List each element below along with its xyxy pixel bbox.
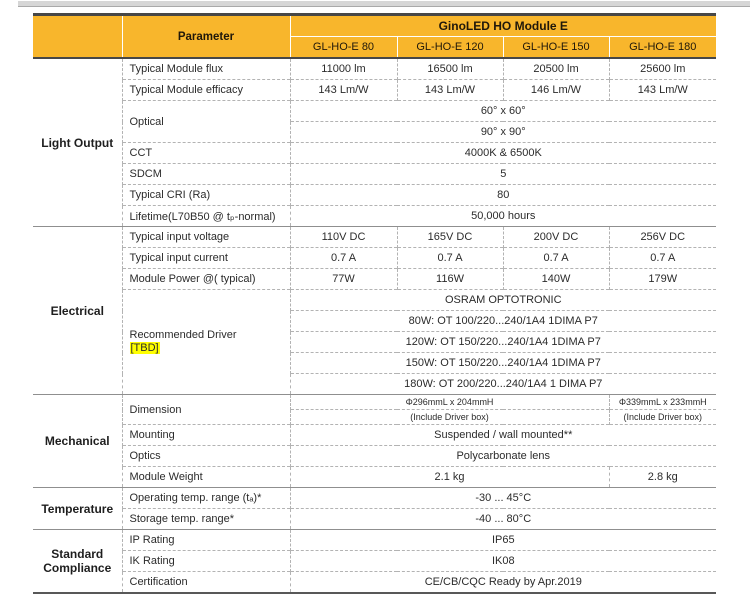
row-cri	[33, 185, 716, 206]
spec-value: 80	[290, 185, 716, 206]
param-label: Typical input current	[122, 248, 290, 269]
spec-value: 60° x 60°	[290, 101, 716, 122]
spec-table	[33, 13, 716, 594]
spec-value: 2.8 kg	[609, 467, 716, 488]
page-top-divider	[18, 1, 750, 7]
param-label: Typical Module flux	[122, 58, 290, 80]
spec-value: 25600 lm	[609, 58, 716, 80]
row-dimension-size	[33, 395, 716, 410]
spec-value: 120W: OT 150/220...240/1A4 1DIMA P7	[290, 332, 716, 353]
row-ik-rating	[33, 551, 716, 572]
spec-value: 80W: OT 100/220...240/1A4 1DIMA P7	[290, 311, 716, 332]
row-current	[33, 248, 716, 269]
spec-value: Suspended / wall mounted**	[290, 425, 716, 446]
spec-value: 0.7 A	[397, 248, 503, 269]
row-cct	[33, 143, 716, 164]
spec-value: 50,000 hours	[290, 206, 716, 227]
group-label-electrical: Electrical	[33, 227, 122, 395]
spec-value: 11000 lm	[290, 58, 397, 80]
param-label: Module Weight	[122, 467, 290, 488]
driver-tbd-line	[130, 342, 290, 355]
product-title: GinoLED HO Module E	[290, 15, 716, 37]
row-storage-temp	[33, 509, 716, 530]
model-header-150: GL-HO-E 150	[503, 37, 609, 59]
spec-value: 110V DC	[290, 227, 397, 248]
spec-value: -30 ... 45°C	[290, 488, 716, 509]
param-label: Module Power @( typical)	[122, 269, 290, 290]
spec-value: 150W: OT 150/220...240/1A4 1DIMA P7	[290, 353, 716, 374]
model-header-180: GL-HO-E 180	[609, 37, 716, 59]
param-label: Mounting	[122, 425, 290, 446]
spec-value: 200V DC	[503, 227, 609, 248]
model-header-80: GL-HO-E 80	[290, 37, 397, 59]
spec-value: 2.1 kg	[290, 467, 609, 488]
param-label: Operating temp. range (tₐ)*	[122, 488, 290, 509]
param-label: Typical Module efficacy	[122, 80, 290, 101]
spec-sheet	[33, 13, 716, 594]
spec-value: 4000K & 6500K	[290, 143, 716, 164]
spec-value: Φ296mmL x 204mmH	[290, 395, 609, 410]
spec-value: IK08	[290, 551, 716, 572]
parameter-header: Parameter	[122, 15, 290, 59]
table-header	[33, 15, 716, 59]
param-label: IP Rating	[122, 530, 290, 551]
spec-value: (Include Driver box)	[290, 410, 609, 425]
group-label-standard-compliance: Standard Compliance	[33, 530, 122, 594]
spec-value: 90° x 90°	[290, 122, 716, 143]
row-power	[33, 269, 716, 290]
spec-value: 143 Lm/W	[290, 80, 397, 101]
spec-value: 5	[290, 164, 716, 185]
spec-value: 77W	[290, 269, 397, 290]
spec-value: 116W	[397, 269, 503, 290]
spec-value: 0.7 A	[290, 248, 397, 269]
spec-value: 16500 lm	[397, 58, 503, 80]
driver-label: Recommended Driver	[129, 329, 237, 341]
group-label-mechanical: Mechanical	[33, 395, 122, 488]
param-label-recommended-driver	[122, 290, 290, 395]
spec-value: 143 Lm/W	[609, 80, 716, 101]
row-voltage	[33, 227, 716, 248]
param-label: Storage temp. range*	[122, 509, 290, 530]
spec-value: (Include Driver box)	[609, 410, 716, 425]
row-efficacy	[33, 80, 716, 101]
spec-value: 256V DC	[609, 227, 716, 248]
spec-value: 0.7 A	[503, 248, 609, 269]
param-label: SDCM	[122, 164, 290, 185]
spec-value: 143 Lm/W	[397, 80, 503, 101]
param-label: IK Rating	[122, 551, 290, 572]
tbd-highlight: [TBD]	[130, 342, 159, 354]
row-weight	[33, 467, 716, 488]
group-label-temperature: Temperature	[33, 488, 122, 530]
row-optical-1	[33, 101, 716, 122]
spec-value: OSRAM OPTOTRONIC	[290, 290, 716, 311]
spec-value: -40 ... 80°C	[290, 509, 716, 530]
row-flux	[33, 58, 716, 80]
row-lifetime	[33, 206, 716, 227]
model-header-120: GL-HO-E 120	[397, 37, 503, 59]
param-label: Optical	[122, 101, 290, 143]
group-label-light-output: Light Output	[33, 58, 122, 227]
param-label: Certification	[122, 572, 290, 594]
spec-value: Φ339mmL x 233mmH	[609, 395, 716, 410]
row-certification	[33, 572, 716, 594]
spec-value: 146 Lm/W	[503, 80, 609, 101]
spec-value: 140W	[503, 269, 609, 290]
param-label: Typical CRI (Ra)	[122, 185, 290, 206]
spec-value: Polycarbonate lens	[290, 446, 716, 467]
header-row-title	[33, 15, 716, 37]
row-sdcm	[33, 164, 716, 185]
param-label: Optics	[122, 446, 290, 467]
spec-value: 165V DC	[397, 227, 503, 248]
row-operating-temp	[33, 488, 716, 509]
corner-cell	[33, 15, 122, 59]
row-optics	[33, 446, 716, 467]
param-label: Lifetime(L70B50 @ tₚ-normal)	[122, 206, 290, 227]
spec-value: 180W: OT 200/220...240/1A4 1 DIMA P7	[290, 374, 716, 395]
spec-value: 179W	[609, 269, 716, 290]
spec-value: CE/CB/CQC Ready by Apr.2019	[290, 572, 716, 594]
spec-value: IP65	[290, 530, 716, 551]
row-driver-1	[33, 290, 716, 311]
param-label: Typical input voltage	[122, 227, 290, 248]
param-label: CCT	[122, 143, 290, 164]
param-label: Dimension	[122, 395, 290, 425]
row-ip-rating	[33, 530, 716, 551]
row-mounting	[33, 425, 716, 446]
spec-value: 0.7 A	[609, 248, 716, 269]
spec-value: 20500 lm	[503, 58, 609, 80]
